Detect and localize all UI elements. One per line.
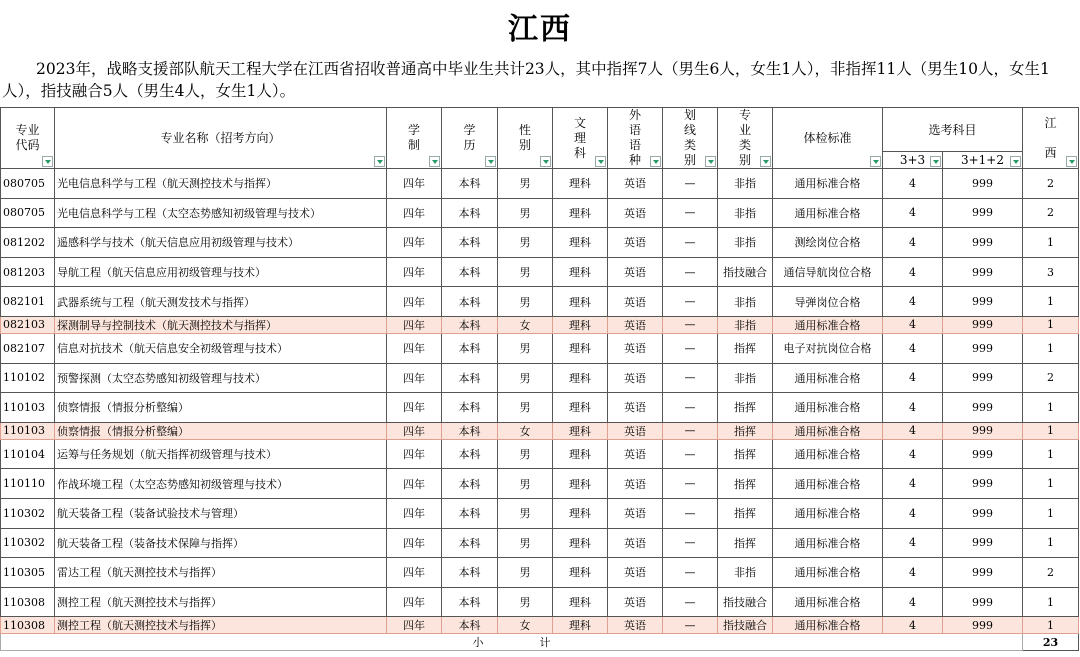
gender-cell: 男 xyxy=(498,257,553,287)
header-selection: 选考科目 xyxy=(883,108,1023,152)
code-cell: 110103 xyxy=(1,393,55,423)
duration-cell: 四年 xyxy=(387,363,442,393)
category-cell: 非指 xyxy=(718,558,773,588)
degree-cell: 本科 xyxy=(442,587,498,617)
selection-a-cell: 4 xyxy=(883,439,943,469)
category-cell: 非指 xyxy=(718,363,773,393)
table-row xyxy=(1,316,1079,333)
category-cell: 非指 xyxy=(718,169,773,199)
header-province: 江西 xyxy=(1023,108,1079,169)
name-cell: 雷达工程（航天测控技术与指挥） xyxy=(55,558,387,588)
selection-b-cell: 999 xyxy=(943,439,1023,469)
gender-cell: 男 xyxy=(498,469,553,499)
selection-b-cell: 999 xyxy=(943,287,1023,317)
category-cell: 指挥 xyxy=(718,333,773,363)
table-row xyxy=(1,587,1079,617)
subject-cell: 理科 xyxy=(553,587,608,617)
count-cell: 2 xyxy=(1023,169,1079,199)
language-cell: 英语 xyxy=(608,528,663,558)
count-cell: 2 xyxy=(1023,558,1079,588)
name-cell: 导航工程（航天信息应用初级管理与技术） xyxy=(55,257,387,287)
code-cell: 080705 xyxy=(1,198,55,228)
filter-dropdown-icon[interactable] xyxy=(650,156,661,167)
code-cell: 081203 xyxy=(1,257,55,287)
degree-cell: 本科 xyxy=(442,198,498,228)
selection-a-cell: 4 xyxy=(883,422,943,439)
name-cell: 预警探测（太空态势感知初级管理与技术） xyxy=(55,363,387,393)
physical-standard-cell: 通用标准合格 xyxy=(773,393,883,423)
language-cell: 英语 xyxy=(608,169,663,199)
subject-cell: 理科 xyxy=(553,422,608,439)
degree-cell: 本科 xyxy=(442,558,498,588)
gender-cell: 男 xyxy=(498,198,553,228)
filter-dropdown-icon[interactable] xyxy=(429,156,440,167)
line-type-cell: — xyxy=(663,316,718,333)
count-cell: 3 xyxy=(1023,257,1079,287)
line-type-cell: — xyxy=(663,333,718,363)
count-cell: 1 xyxy=(1023,528,1079,558)
code-cell: 082107 xyxy=(1,333,55,363)
count-cell: 1 xyxy=(1023,422,1079,439)
duration-cell: 四年 xyxy=(387,198,442,228)
code-cell: 110104 xyxy=(1,439,55,469)
gender-cell: 男 xyxy=(498,287,553,317)
table-row xyxy=(1,287,1079,317)
degree-cell: 本科 xyxy=(442,393,498,423)
code-cell: 082103 xyxy=(1,316,55,333)
category-cell: 非指 xyxy=(718,228,773,258)
filter-dropdown-icon[interactable] xyxy=(930,156,941,167)
filter-dropdown-icon[interactable] xyxy=(485,156,496,167)
name-cell: 光电信息科学与工程（航天测控技术与指挥） xyxy=(55,169,387,199)
selection-b-cell: 999 xyxy=(943,587,1023,617)
degree-cell: 本科 xyxy=(442,469,498,499)
duration-cell: 四年 xyxy=(387,528,442,558)
duration-cell: 四年 xyxy=(387,316,442,333)
subject-cell: 理科 xyxy=(553,333,608,363)
physical-standard-cell: 通用标准合格 xyxy=(773,439,883,469)
duration-cell: 四年 xyxy=(387,439,442,469)
language-cell: 英语 xyxy=(608,363,663,393)
duration-cell: 四年 xyxy=(387,333,442,363)
duration-cell: 四年 xyxy=(387,169,442,199)
subject-cell: 理科 xyxy=(553,617,608,634)
selection-a-cell: 4 xyxy=(883,198,943,228)
table-row xyxy=(1,617,1079,634)
gender-cell: 男 xyxy=(498,333,553,363)
code-cell: 110302 xyxy=(1,528,55,558)
duration-cell: 四年 xyxy=(387,617,442,634)
code-cell: 110102 xyxy=(1,363,55,393)
code-cell: 080705 xyxy=(1,169,55,199)
code-cell: 110302 xyxy=(1,498,55,528)
selection-b-cell: 999 xyxy=(943,316,1023,333)
header-sel-b: 3+1+2 xyxy=(943,152,1023,169)
code-cell: 082101 xyxy=(1,287,55,317)
name-cell: 运筹与任务规划（航天指挥初级管理与技术） xyxy=(55,439,387,469)
category-cell: 非指 xyxy=(718,287,773,317)
selection-b-cell: 999 xyxy=(943,393,1023,423)
table-row xyxy=(1,198,1079,228)
line-type-cell: — xyxy=(663,558,718,588)
degree-cell: 本科 xyxy=(442,528,498,558)
line-type-cell: — xyxy=(663,498,718,528)
duration-cell: 四年 xyxy=(387,228,442,258)
count-cell: 1 xyxy=(1023,393,1079,423)
line-type-cell: — xyxy=(663,587,718,617)
language-cell: 英语 xyxy=(608,228,663,258)
category-cell: 指技融合 xyxy=(718,617,773,634)
intro-paragraph: 2023年，战略支援部队航天工程大学在江西省招收普通高中毕业生共计23人，其中指挥7人（男生6人，女生1人），非指挥11人（男生10人，女生1人），指技融合5人（男生4人，女生1人）。 xyxy=(2,60,1050,100)
selection-a-cell: 4 xyxy=(883,228,943,258)
gender-cell: 女 xyxy=(498,422,553,439)
table-row xyxy=(1,333,1079,363)
selection-b-cell: 999 xyxy=(943,528,1023,558)
selection-a-cell: 4 xyxy=(883,169,943,199)
admission-table xyxy=(0,107,1079,651)
physical-standard-cell: 电子对抗岗位合格 xyxy=(773,333,883,363)
gender-cell: 男 xyxy=(498,393,553,423)
line-type-cell: — xyxy=(663,422,718,439)
gender-cell: 男 xyxy=(498,587,553,617)
name-cell: 测控工程（航天测控技术与指挥） xyxy=(55,617,387,634)
selection-b-cell: 999 xyxy=(943,558,1023,588)
name-cell: 光电信息科学与工程（太空态势感知初级管理与技术） xyxy=(55,198,387,228)
count-cell: 1 xyxy=(1023,617,1079,634)
gender-cell: 男 xyxy=(498,498,553,528)
physical-standard-cell: 测绘岗位合格 xyxy=(773,228,883,258)
gender-cell: 男 xyxy=(498,228,553,258)
selection-a-cell: 4 xyxy=(883,469,943,499)
gender-cell: 男 xyxy=(498,528,553,558)
table-row xyxy=(1,558,1079,588)
selection-b-cell: 999 xyxy=(943,617,1023,634)
name-cell: 武器系统与工程（航天测发技术与指挥） xyxy=(55,287,387,317)
degree-cell: 本科 xyxy=(442,439,498,469)
filter-dropdown-icon[interactable] xyxy=(870,156,881,167)
degree-cell: 本科 xyxy=(442,363,498,393)
selection-a-cell: 4 xyxy=(883,257,943,287)
category-cell: 指技融合 xyxy=(718,257,773,287)
physical-standard-cell: 通信导航岗位合格 xyxy=(773,257,883,287)
code-cell: 110305 xyxy=(1,558,55,588)
physical-standard-cell: 通用标准合格 xyxy=(773,558,883,588)
line-type-cell: — xyxy=(663,363,718,393)
duration-cell: 四年 xyxy=(387,393,442,423)
language-cell: 英语 xyxy=(608,617,663,634)
degree-cell: 本科 xyxy=(442,287,498,317)
selection-b-cell: 999 xyxy=(943,363,1023,393)
name-cell: 探测制导与控制技术（航天测控技术与指挥） xyxy=(55,316,387,333)
category-cell: 非指 xyxy=(718,198,773,228)
duration-cell: 四年 xyxy=(387,469,442,499)
header-category: 专业类别 xyxy=(718,108,773,169)
selection-b-cell: 999 xyxy=(943,169,1023,199)
category-cell: 指挥 xyxy=(718,439,773,469)
table-row xyxy=(1,528,1079,558)
subject-cell: 理科 xyxy=(553,469,608,499)
language-cell: 英语 xyxy=(608,498,663,528)
code-cell: 110110 xyxy=(1,469,55,499)
category-cell: 指挥 xyxy=(718,393,773,423)
header-name: 专业名称（招考方向） xyxy=(55,108,387,169)
physical-standard-cell: 通用标准合格 xyxy=(773,198,883,228)
duration-cell: 四年 xyxy=(387,422,442,439)
line-type-cell: — xyxy=(663,528,718,558)
duration-cell: 四年 xyxy=(387,587,442,617)
physical-standard-cell: 通用标准合格 xyxy=(773,469,883,499)
language-cell: 英语 xyxy=(608,422,663,439)
code-cell: 081202 xyxy=(1,228,55,258)
degree-cell: 本科 xyxy=(442,422,498,439)
gender-cell: 男 xyxy=(498,363,553,393)
language-cell: 英语 xyxy=(608,333,663,363)
subject-cell: 理科 xyxy=(553,393,608,423)
category-cell: 指挥 xyxy=(718,422,773,439)
header-code: 专业代码 xyxy=(1,108,55,169)
code-cell: 110308 xyxy=(1,587,55,617)
selection-a-cell: 4 xyxy=(883,393,943,423)
table-row xyxy=(1,257,1079,287)
line-type-cell: — xyxy=(663,198,718,228)
line-type-cell: — xyxy=(663,257,718,287)
selection-b-cell: 999 xyxy=(943,422,1023,439)
subject-cell: 理科 xyxy=(553,363,608,393)
duration-cell: 四年 xyxy=(387,558,442,588)
code-cell: 110308 xyxy=(1,617,55,634)
subject-cell: 理科 xyxy=(553,257,608,287)
header-gender: 性别 xyxy=(498,108,553,169)
line-type-cell: — xyxy=(663,439,718,469)
count-cell: 1 xyxy=(1023,469,1079,499)
category-cell: 指挥 xyxy=(718,469,773,499)
table-row xyxy=(1,393,1079,423)
name-cell: 侦察情报（情报分析整编） xyxy=(55,422,387,439)
selection-a-cell: 4 xyxy=(883,617,943,634)
filter-dropdown-icon[interactable] xyxy=(705,156,716,167)
selection-a-cell: 4 xyxy=(883,316,943,333)
name-cell: 作战环境工程（太空态势感知初级管理与技术） xyxy=(55,469,387,499)
subject-cell: 理科 xyxy=(553,528,608,558)
selection-b-cell: 999 xyxy=(943,228,1023,258)
filter-dropdown-icon[interactable] xyxy=(540,156,551,167)
subtotal-label: 小 计 xyxy=(1,634,1023,651)
category-cell: 指挥 xyxy=(718,498,773,528)
selection-b-cell: 999 xyxy=(943,198,1023,228)
language-cell: 英语 xyxy=(608,587,663,617)
degree-cell: 本科 xyxy=(442,617,498,634)
selection-a-cell: 4 xyxy=(883,498,943,528)
selection-a-cell: 4 xyxy=(883,587,943,617)
physical-standard-cell: 通用标准合格 xyxy=(773,316,883,333)
subject-cell: 理科 xyxy=(553,316,608,333)
count-cell: 2 xyxy=(1023,198,1079,228)
gender-cell: 男 xyxy=(498,169,553,199)
table-row xyxy=(1,469,1079,499)
degree-cell: 本科 xyxy=(442,228,498,258)
language-cell: 英语 xyxy=(608,393,663,423)
selection-a-cell: 4 xyxy=(883,528,943,558)
selection-a-cell: 4 xyxy=(883,558,943,588)
table-row xyxy=(1,363,1079,393)
table-row xyxy=(1,498,1079,528)
line-type-cell: — xyxy=(663,469,718,499)
filter-dropdown-icon[interactable] xyxy=(42,156,53,167)
degree-cell: 本科 xyxy=(442,169,498,199)
count-cell: 1 xyxy=(1023,439,1079,469)
duration-cell: 四年 xyxy=(387,287,442,317)
line-type-cell: — xyxy=(663,287,718,317)
name-cell: 信息对抗技术（航天信息安全初级管理与技术） xyxy=(55,333,387,363)
selection-a-cell: 4 xyxy=(883,363,943,393)
subject-cell: 理科 xyxy=(553,558,608,588)
line-type-cell: — xyxy=(663,393,718,423)
subtotal-value: 23 xyxy=(1023,634,1079,651)
code-cell: 110103 xyxy=(1,422,55,439)
duration-cell: 四年 xyxy=(387,257,442,287)
name-cell: 测控工程（航天测控技术与指挥） xyxy=(55,587,387,617)
name-cell: 航天装备工程（装备试验技术与管理） xyxy=(55,498,387,528)
count-cell: 1 xyxy=(1023,498,1079,528)
degree-cell: 本科 xyxy=(442,498,498,528)
selection-b-cell: 999 xyxy=(943,333,1023,363)
filter-dropdown-icon[interactable] xyxy=(1066,156,1077,167)
count-cell: 1 xyxy=(1023,287,1079,317)
subject-cell: 理科 xyxy=(553,439,608,469)
header-degree: 学历 xyxy=(442,108,498,169)
count-cell: 1 xyxy=(1023,333,1079,363)
header-sel-a: 3+3 xyxy=(883,152,943,169)
language-cell: 英语 xyxy=(608,439,663,469)
physical-standard-cell: 通用标准合格 xyxy=(773,587,883,617)
physical-standard-cell: 通用标准合格 xyxy=(773,617,883,634)
physical-standard-cell: 导弹岗位合格 xyxy=(773,287,883,317)
page-title: 江西 xyxy=(508,12,572,47)
subject-cell: 理科 xyxy=(553,198,608,228)
subject-cell: 理科 xyxy=(553,169,608,199)
physical-standard-cell: 通用标准合格 xyxy=(773,422,883,439)
count-cell: 1 xyxy=(1023,228,1079,258)
header-language: 外语语种 xyxy=(608,108,663,169)
line-type-cell: — xyxy=(663,228,718,258)
degree-cell: 本科 xyxy=(442,333,498,363)
filter-dropdown-icon[interactable] xyxy=(1010,156,1021,167)
header-duration: 学制 xyxy=(387,108,442,169)
gender-cell: 男 xyxy=(498,439,553,469)
selection-b-cell: 999 xyxy=(943,498,1023,528)
degree-cell: 本科 xyxy=(442,257,498,287)
gender-cell: 女 xyxy=(498,617,553,634)
filter-dropdown-icon[interactable] xyxy=(760,156,771,167)
selection-a-cell: 4 xyxy=(883,287,943,317)
count-cell: 1 xyxy=(1023,587,1079,617)
name-cell: 侦察情报（情报分析整编） xyxy=(55,393,387,423)
header-physical: 体检标准 xyxy=(773,108,883,169)
subject-cell: 理科 xyxy=(553,228,608,258)
header-subject: 文理科 xyxy=(553,108,608,169)
selection-b-cell: 999 xyxy=(943,257,1023,287)
count-cell: 1 xyxy=(1023,316,1079,333)
selection-a-cell: 4 xyxy=(883,333,943,363)
gender-cell: 女 xyxy=(498,316,553,333)
subject-cell: 理科 xyxy=(553,498,608,528)
degree-cell: 本科 xyxy=(442,316,498,333)
line-type-cell: — xyxy=(663,169,718,199)
table-row xyxy=(1,169,1079,199)
filter-dropdown-icon[interactable] xyxy=(374,156,385,167)
category-cell: 指挥 xyxy=(718,528,773,558)
name-cell: 航天装备工程（装备技术保障与指挥） xyxy=(55,528,387,558)
count-cell: 2 xyxy=(1023,363,1079,393)
filter-dropdown-icon[interactable] xyxy=(595,156,606,167)
physical-standard-cell: 通用标准合格 xyxy=(773,169,883,199)
language-cell: 英语 xyxy=(608,257,663,287)
duration-cell: 四年 xyxy=(387,498,442,528)
subject-cell: 理科 xyxy=(553,287,608,317)
gender-cell: 男 xyxy=(498,558,553,588)
category-cell: 指技融合 xyxy=(718,587,773,617)
language-cell: 英语 xyxy=(608,198,663,228)
line-type-cell: — xyxy=(663,617,718,634)
table-row xyxy=(1,228,1079,258)
physical-standard-cell: 通用标准合格 xyxy=(773,363,883,393)
table-row xyxy=(1,439,1079,469)
header-line: 划线类别 xyxy=(663,108,718,169)
name-cell: 遥感科学与技术（航天信息应用初级管理与技术） xyxy=(55,228,387,258)
language-cell: 英语 xyxy=(608,558,663,588)
physical-standard-cell: 通用标准合格 xyxy=(773,498,883,528)
physical-standard-cell: 通用标准合格 xyxy=(773,528,883,558)
subtotal-row xyxy=(1,634,1079,651)
language-cell: 英语 xyxy=(608,469,663,499)
table-body xyxy=(1,169,1079,634)
language-cell: 英语 xyxy=(608,287,663,317)
category-cell: 非指 xyxy=(718,316,773,333)
language-cell: 英语 xyxy=(608,316,663,333)
table-row xyxy=(1,422,1079,439)
selection-b-cell: 999 xyxy=(943,469,1023,499)
